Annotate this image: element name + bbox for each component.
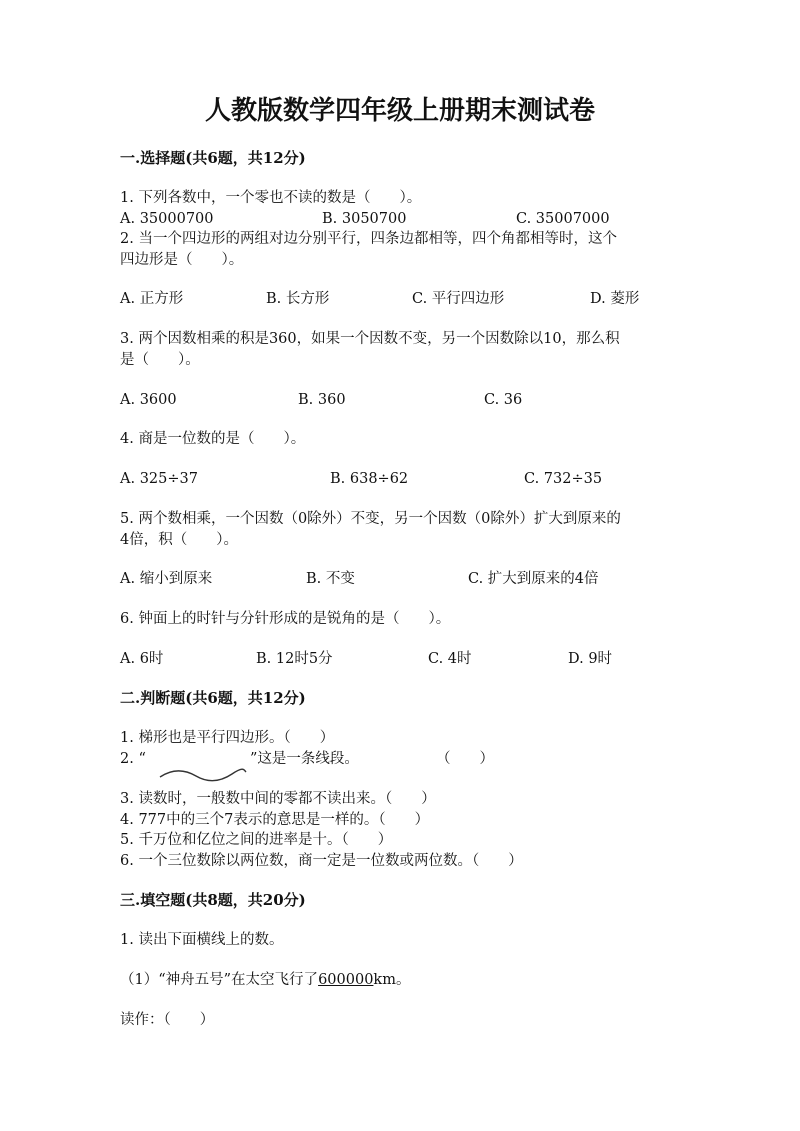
section-heading-judgement: 二.判断题(共6题，共12分): [120, 689, 306, 707]
question-1-stem: 1. 下列各数中，一个零也不读的数是（ ）。: [120, 190, 422, 206]
question-6-option-c[interactable]: C. 4时: [428, 651, 472, 667]
page-title: 人教版数学四年级上册期末测试卷: [204, 96, 595, 126]
question-5-line-1: 5. 两个数相乘，一个因数（0除外）不变，另一个因数（0除外）扩大到原来的: [120, 511, 621, 527]
judgement-item-2-open: 2. “: [120, 751, 146, 767]
question-3-line-2: 是（ ）。: [120, 352, 200, 368]
question-2-line-1: 2. 当一个四边形的两组对边分别平行，四条边都相等，四个角都相等时，这个: [120, 231, 617, 247]
judgement-item-2-close: ”这是一条线段。: [250, 751, 359, 767]
question-2-option-a[interactable]: A. 正方形: [120, 291, 184, 307]
judgement-item-1: 1. 梯形也是平行四边形。（ ）: [120, 730, 335, 746]
question-1-option-c[interactable]: C. 35007000: [516, 211, 610, 227]
wavy-line-figure: [158, 766, 248, 782]
fill-question-1-stem: 1. 读出下面横线上的数。: [120, 932, 284, 948]
question-4-stem: 4. 商是一位数的是（ ）。: [120, 431, 306, 447]
question-5-option-a[interactable]: A. 缩小到原来: [120, 571, 213, 587]
question-4-option-a[interactable]: A. 325÷37: [120, 471, 198, 487]
question-3-line-1: 3. 两个因数相乘的积是360，如果一个因数不变，另一个因数除以10，那么积: [120, 331, 620, 347]
sub-question-prefix: （1）“神舟五号”在太空飞行了: [120, 972, 319, 988]
question-2-option-d[interactable]: D. 菱形: [590, 291, 640, 307]
section-heading-choice: 一.选择题(共6题，共12分): [120, 149, 306, 167]
question-1-option-a[interactable]: A. 35000700: [120, 211, 214, 227]
question-1-option-b[interactable]: B. 3050700: [322, 211, 407, 227]
question-5-option-c[interactable]: C. 扩大到原来的4倍: [468, 571, 599, 587]
judgement-item-5: 5. 千万位和亿位之间的进率是十。（ ）: [120, 832, 393, 848]
question-3-option-b[interactable]: B. 360: [298, 392, 346, 408]
question-6-option-a[interactable]: A. 6时: [120, 651, 164, 667]
question-3-option-a[interactable]: A. 3600: [120, 392, 177, 408]
question-5-option-b[interactable]: B. 不变: [306, 571, 355, 587]
sub-question-suffix: km。: [373, 972, 411, 988]
question-4-option-b[interactable]: B. 638÷62: [330, 471, 409, 487]
judgement-item-4: 4. 777中的三个7表示的意思是一样的。（ ）: [120, 812, 430, 828]
fill-question-1-sub-1: [120, 973, 410, 988]
underlined-number: 600000: [318, 972, 374, 988]
read-as-answer[interactable]: 读作：（ ）: [120, 1012, 215, 1028]
question-6-stem: 6. 钟面上的时针与分针形成的是锐角的是（ ）。: [120, 611, 451, 627]
judgement-item-2-blank: （ ）: [436, 751, 494, 767]
question-5-line-2: 4倍，积（ ）。: [120, 532, 238, 548]
judgement-item-3: 3. 读数时，一般数中间的零都不读出来。（ ）: [120, 791, 436, 807]
question-6-option-d[interactable]: D. 9时: [568, 651, 613, 667]
question-6-option-b[interactable]: B. 12时5分: [256, 651, 333, 667]
section-heading-fill-in: 三.填空题(共8题，共20分): [120, 891, 306, 909]
question-2-line-2: 四边形是（ ）。: [120, 252, 244, 268]
question-2-option-c[interactable]: C. 平行四边形: [412, 291, 505, 307]
question-4-option-c[interactable]: C. 732÷35: [524, 471, 603, 487]
question-2-option-b[interactable]: B. 长方形: [266, 291, 330, 307]
question-3-option-c[interactable]: C. 36: [484, 392, 523, 408]
judgement-item-6: 6. 一个三位数除以两位数，商一定是一位数或两位数。（ ）: [120, 853, 523, 869]
